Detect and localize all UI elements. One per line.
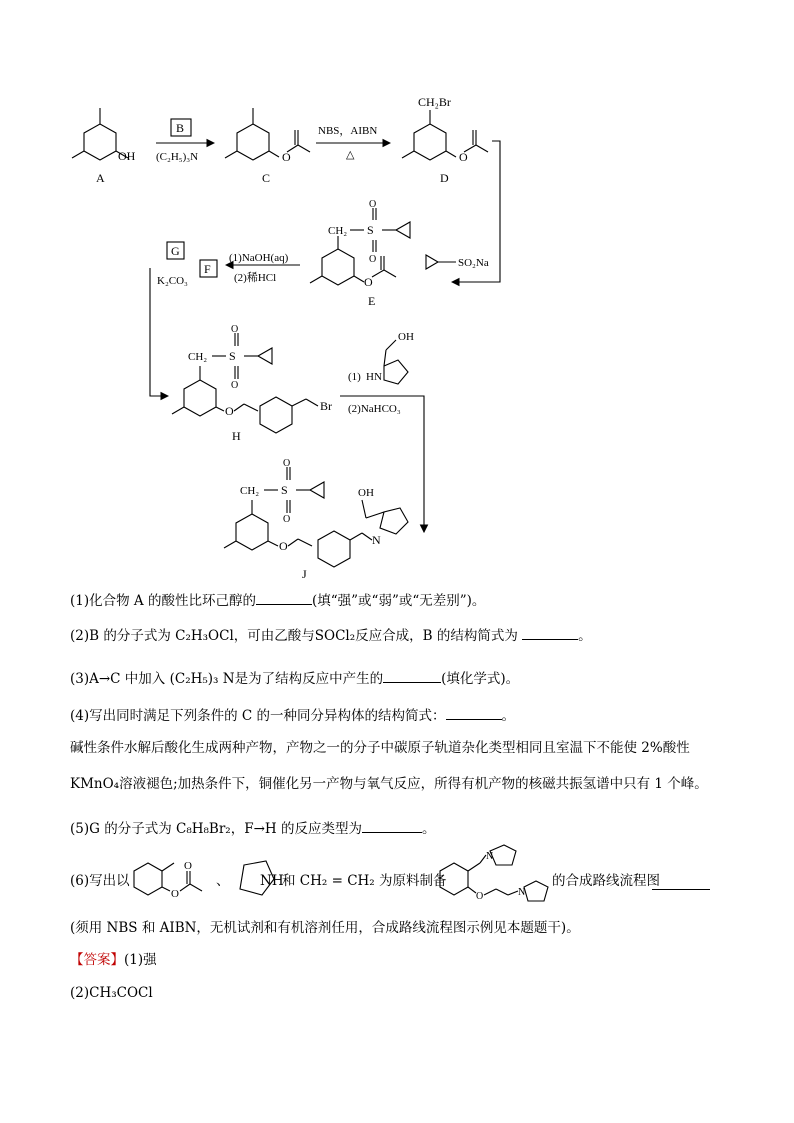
question-2-text: (2)B 的分子式为 C₂H₃OCl，可由乙酸与SOCl₂反应合成，B 的结构简式为 — [70, 628, 518, 644]
hcl-label: (2)稀HCl — [234, 272, 277, 284]
nbs-aibn-label: NBS，AIBN — [318, 125, 378, 137]
answer-blank-1[interactable] — [256, 590, 312, 605]
question-6-note: (须用 NBS 和 AIBN，无机试剂和有机溶剂任用，合成路线流程图示例见本题题干)。 — [70, 920, 580, 936]
answer-tag: 【答案】 — [70, 952, 124, 968]
q6-ester-o: O — [171, 888, 179, 900]
H-br-label: Br — [320, 399, 332, 413]
compound-D — [402, 110, 488, 160]
compound-J — [224, 467, 408, 567]
answer-1: (1)强 — [124, 952, 157, 968]
question-6 — [70, 845, 730, 915]
label-H: H — [232, 429, 241, 443]
E-o-bottom: O — [369, 254, 377, 265]
answer-section — [70, 950, 157, 970]
answer-blank-6[interactable] — [652, 875, 710, 890]
question-1 — [70, 590, 485, 611]
question-6-suffix: 的合成路线流程图 — [552, 873, 660, 889]
question-3-tail: (填化学式)。 — [441, 671, 520, 687]
D-ch2br-label: CH₂Br — [418, 95, 451, 109]
q6-carbonyl-o: O — [184, 860, 192, 872]
step1-label: (1) — [348, 371, 361, 383]
question-1-tail: (填“强”或“弱”或“无差别”)。 — [311, 593, 486, 609]
E-s-label: S — [367, 223, 374, 237]
J-ether-o: O — [279, 539, 288, 553]
H-o-bottom: O — [231, 380, 239, 391]
H-o-top: O — [231, 324, 239, 335]
question-3-text: (3)A→C 中加入 (C₂H₅)₃ N是为了结构反应中产生的 — [70, 671, 384, 687]
J-s-label: S — [281, 483, 288, 497]
E-o-top: O — [369, 199, 377, 210]
prolinol-reagent — [384, 340, 408, 384]
q6-target-n1: N — [486, 851, 494, 862]
question-6-separator: 、 — [216, 873, 230, 889]
cyclopropyl-reagent — [426, 255, 456, 269]
question-4-condition-2: KMnO₄溶液褪色;加热条件下，铜催化另一产物与氧气反应，所得有机产物的核磁共振氢谱中只有 1 个峰。 — [70, 776, 708, 792]
question-4 — [70, 705, 515, 726]
question-2-tail: 。 — [578, 628, 592, 644]
question-1-text: (1)化合物 A 的酸性比环己醇的 — [70, 593, 256, 609]
question-4-condition-1: 碱性条件水解后酸化生成两种产物，产物之一的分子中碳原子轨道杂化类型相同且室温下不能使 2%酸性 — [70, 740, 690, 756]
H-ch2-label: CH₂ — [188, 351, 208, 363]
question-5-text: (5)G 的分子式为 C₈H₈Br₂，F→H 的反应类型为 — [70, 821, 362, 837]
answer-blank-3[interactable] — [383, 668, 441, 683]
label-E: E — [368, 294, 376, 308]
q6-aryl-ester-structure — [128, 849, 214, 905]
A-oh-label: OH — [118, 149, 136, 163]
answer-blank-4[interactable] — [446, 705, 502, 720]
D-o-label: O — [459, 150, 468, 164]
naoh-label: (1)NaOH(aq) — [229, 252, 289, 264]
box-F-label: F — [204, 262, 211, 276]
compound-C — [225, 108, 310, 160]
question-6-prefix: (6)写出以 — [70, 873, 130, 889]
question-5 — [70, 818, 435, 839]
J-o-bottom: O — [283, 514, 291, 525]
H-ether-o: O — [225, 404, 234, 418]
compound-H — [172, 333, 318, 433]
triethylamine-label: (C₂H₅)₃N — [156, 151, 199, 163]
prolinol-oh-label: OH — [398, 331, 414, 343]
k2co3-label: K₂CO₃ — [157, 275, 188, 287]
box-G-label: G — [171, 244, 180, 258]
J-o-top: O — [283, 458, 291, 469]
heat-label: △ — [346, 149, 355, 161]
answer-blank-2[interactable] — [522, 625, 578, 640]
label-C: C — [262, 171, 271, 185]
nahco3-label: (2)NaHCO₃ — [348, 403, 401, 415]
J-n-label: N — [372, 533, 381, 547]
so2na-label: SO₂Na — [458, 257, 489, 269]
q6-target-n2: N — [518, 887, 526, 898]
hn-label: HN — [366, 371, 382, 383]
question-4-tail: 。 — [501, 708, 516, 724]
E-ester-o: O — [364, 275, 373, 289]
J-oh-label: OH — [358, 487, 374, 499]
q6-target-structure — [432, 841, 552, 913]
question-6-middle: 和 CH₂ = CH₂ 为原料制备 — [282, 873, 447, 889]
question-3 — [70, 668, 519, 689]
box-B-label: B — [176, 121, 185, 135]
label-A: A — [96, 171, 105, 185]
question-2 — [70, 625, 592, 646]
answer-2: (2)CH₃COCl — [70, 985, 153, 1001]
q6-target-o: O — [476, 891, 484, 902]
J-ch2-label: CH₂ — [240, 485, 260, 497]
label-J: J — [302, 567, 307, 581]
question-5-tail: 。 — [421, 821, 436, 837]
H-s-label: S — [229, 349, 236, 363]
question-4-text: (4)写出同时满足下列条件的 C 的一种同分异构体的结构简式： — [70, 708, 446, 724]
q6-pyrrolidine-nh: NH — [260, 873, 284, 889]
label-D: D — [440, 171, 449, 185]
answer-blank-5[interactable] — [362, 818, 422, 833]
compound-E — [310, 208, 410, 285]
E-ch2-label: CH₂ — [328, 225, 348, 237]
C-o-label: O — [282, 150, 291, 164]
